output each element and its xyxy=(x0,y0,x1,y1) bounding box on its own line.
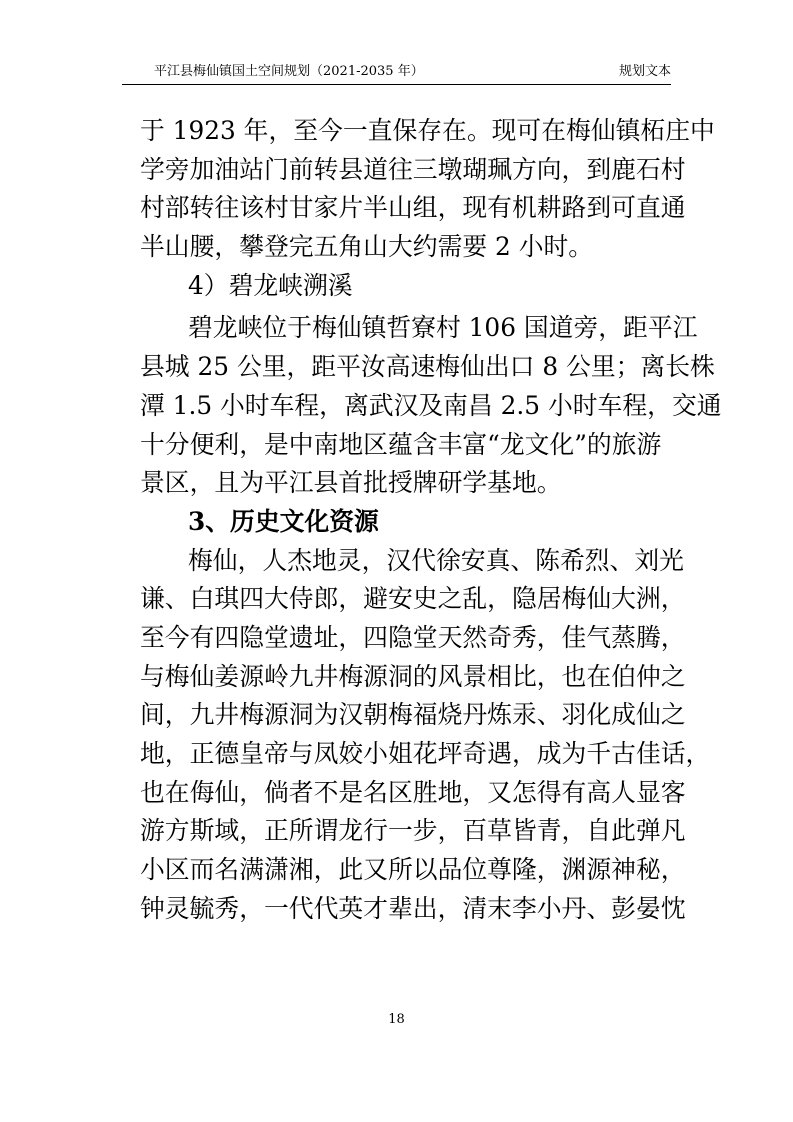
page-header xyxy=(122,64,671,85)
text-line: 村部转往该村甘家片半山组，现有机耕路到可直通 xyxy=(140,193,686,223)
text-line: 景区，且为平江县首批授牌研学基地。 xyxy=(140,468,562,498)
text-line: 潭 1.5 小时车程，离武汉及南昌 2.5 小时车程，交通 xyxy=(140,390,722,420)
text-line: 游方斯域，正所谓龙行一步，百草皆青，自此弹凡 xyxy=(140,816,686,846)
subheading: 4）碧龙峡溯溪 xyxy=(188,270,353,300)
paragraph-1 xyxy=(140,112,715,267)
text-line: 十分便利，是中南地区蕴含丰富“龙文化”的旅游 xyxy=(140,429,662,459)
text-line: 梅仙，人杰地灵，汉代徐安真、陈希烈、刘光 xyxy=(188,545,684,575)
text-line: 于 1923 年，至今一直保存在。现可在梅仙镇柘庄中 xyxy=(140,116,715,145)
section-title: 3、历史文化资源 xyxy=(188,506,379,536)
text-line: 碧龙峡位于梅仙镇哲寮村 106 国道旁，距平江 xyxy=(188,313,698,343)
text-line: 与梅仙姜源岭九井梅源洞的风景相比，也在伯仲之 xyxy=(140,661,686,691)
text-line: 县城 25 公里，距平汝高速梅仙出口 8 公里；离长株 xyxy=(140,352,715,382)
text-line: 也在侮仙，倘者不是名区胜地，又怎得有高人显客 xyxy=(140,777,686,807)
text-line: 半山腰，攀登完五角山大约需要 2 小时。 xyxy=(140,232,594,262)
text-line: 小区而名满潇湘，此又所以品位尊隆，渊源神秘， xyxy=(140,855,686,885)
page-number: 18 xyxy=(388,1012,405,1027)
page-body xyxy=(140,112,722,928)
paragraph-2 xyxy=(140,309,722,502)
text-line: 钟灵毓秀，一代代英才辈出，清末李小丹、彭晏忱 xyxy=(140,893,686,923)
header-title: 平江县梅仙镇国土空间规划（2021-2035 年） xyxy=(154,64,424,79)
text-line: 谦、白琪四大侍郎，避安史之乱，隐居梅仙大洲， xyxy=(140,584,686,614)
text-line: 学旁加油站门前转县道往三墩瑚珮方向，到鹿石村 xyxy=(140,154,686,184)
header-doc-type: 规划文本 xyxy=(618,64,671,79)
text-line: 间，九井梅源洞为汉朝梅福烧丹炼汞、羽化成仙之 xyxy=(140,700,686,730)
paragraph-3 xyxy=(140,542,711,929)
text-line: 至今有四隐堂遗址，四隐堂天然奇秀，佳气蒸腾， xyxy=(140,622,686,652)
text-line: 地，正德皇帝与凤姣小姐花坪奇遇，成为千古佳话， xyxy=(140,739,711,768)
